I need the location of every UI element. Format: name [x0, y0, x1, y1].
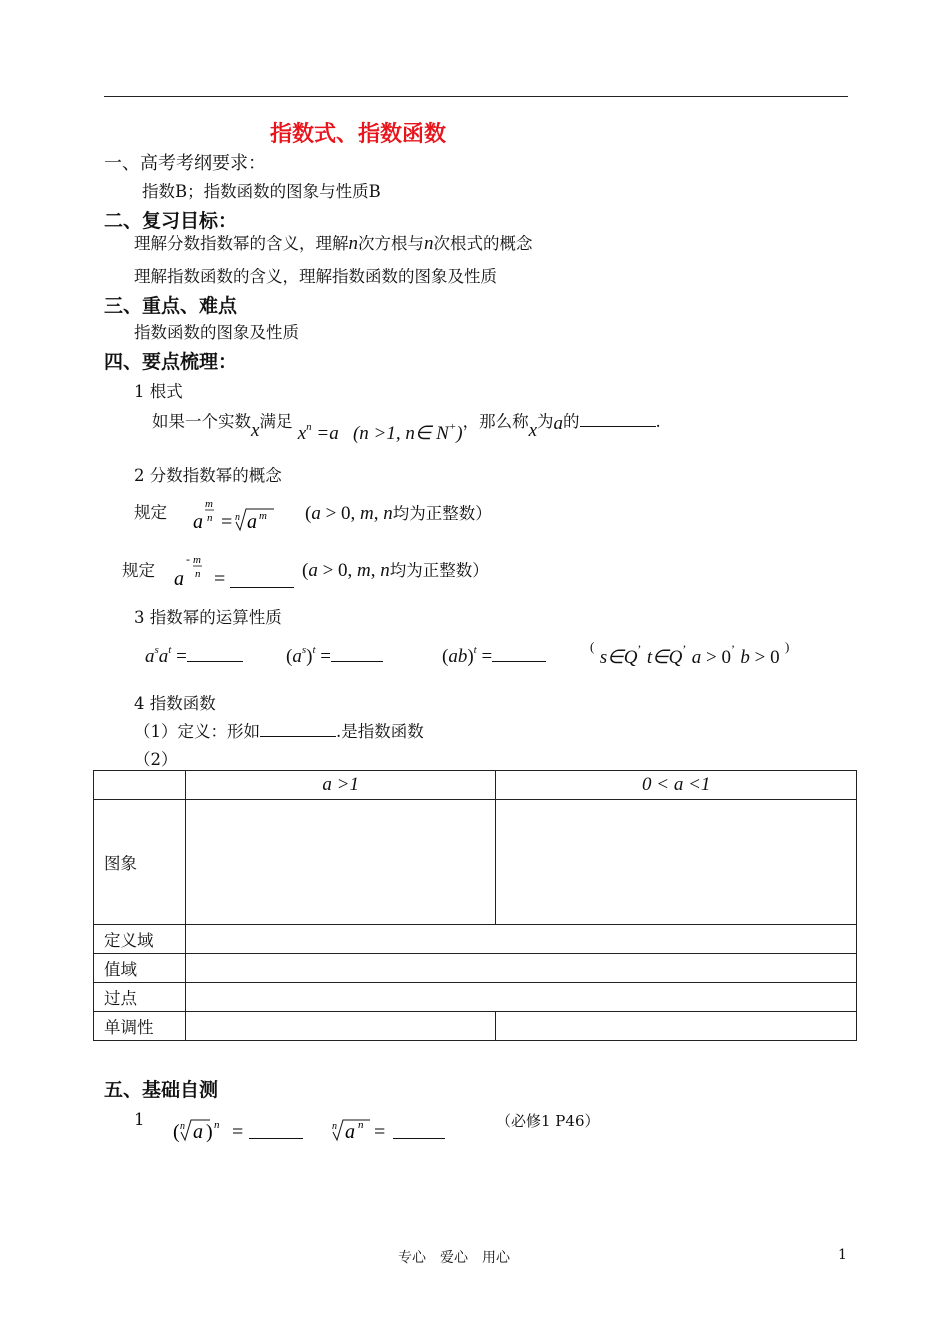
answer-cell[interactable] [185, 983, 856, 1012]
point-2-label: 2 分数指数幂的概念 [134, 466, 282, 485]
svg-text:n: n [214, 1119, 220, 1131]
table-header-row [94, 771, 857, 800]
svg-text:n: n [180, 1121, 185, 1132]
row-label: 定义域 [94, 925, 186, 954]
section-2-line-1: 理解分数指数幂的含义，理解n次方根与n次根式的概念 [134, 233, 533, 254]
rule-2-label: 规定 [122, 561, 155, 580]
section-2-line-2: 理解指数函数的含义，理解指数函数的图象及性质 [134, 267, 497, 286]
row-label: 图象 [94, 800, 186, 925]
formula-xn-eq-a: $x^n =a$ (n >1, n∈ N+) [297, 421, 463, 444]
answer-cell[interactable] [496, 1012, 857, 1041]
section-5-heading: 五、基础自测 [104, 1079, 219, 1101]
rule-power: $(a^s)^t$ = [286, 646, 383, 668]
blank [187, 661, 243, 662]
blank [230, 566, 294, 588]
svg-text:m: m [193, 554, 201, 566]
blank [331, 661, 383, 662]
blank [580, 426, 656, 427]
rule-product: $a^sa^t$ = [145, 646, 243, 668]
svg-text:m: m [205, 498, 213, 510]
var-n: n [348, 233, 358, 254]
formula-fractional-power [188, 492, 288, 536]
svg-text:): ) [206, 1121, 213, 1143]
condition-2: (a > 0, m, n均为正整数） [302, 560, 489, 581]
table-row [94, 1012, 857, 1041]
item-2-label: （2） [134, 750, 178, 769]
properties-table [93, 770, 857, 1041]
svg-text:a: a [193, 1121, 203, 1143]
blank [492, 661, 546, 662]
answer-cell[interactable] [185, 925, 856, 954]
svg-text:n: n [332, 1121, 337, 1132]
table-col-header: a >1 [185, 771, 496, 800]
page-number: 1 [838, 1247, 847, 1263]
section-3-heading: 三、重点、难点 [104, 295, 238, 317]
exercise-1-number: 1 [134, 1110, 145, 1129]
blank [260, 736, 336, 737]
formula-negative-fractional-power [168, 550, 228, 592]
formula-nth-root-power [170, 1112, 250, 1148]
point-4-label: 4 指数函数 [134, 694, 216, 713]
header-rule [104, 96, 848, 97]
section-4-heading: 四、要点梳理： [104, 351, 238, 373]
svg-text:a: a [345, 1121, 355, 1143]
svg-text:-: - [186, 552, 190, 566]
svg-text:a: a [247, 511, 257, 533]
svg-text:n: n [207, 512, 213, 524]
section-1-text: 指数B；指数函数的图象与性质B [142, 182, 381, 201]
answer-cell[interactable] [496, 800, 857, 925]
svg-text:(: ( [173, 1121, 180, 1143]
point-1-label: 1 根式 [134, 382, 183, 401]
definition-line: （1）定义：形如 .是指数函数 [134, 722, 424, 741]
table-row [94, 983, 857, 1012]
rule-product-power: (ab)$^t$ = [442, 646, 546, 668]
radical-definition: 如果一个实数x满足 $x^n =a$ (n >1, n∈ N+)，那么称x为a的 . [152, 412, 661, 444]
answer-cell[interactable] [185, 954, 856, 983]
svg-text:n: n [358, 1119, 364, 1131]
table-row [94, 954, 857, 983]
svg-text:n: n [235, 512, 240, 523]
table-corner-cell [94, 771, 186, 800]
table-col-header: 0 < a <1 [496, 771, 857, 800]
condition-1: (a > 0, m, n均为正整数） [305, 503, 492, 524]
formula-nth-root-of-power [328, 1112, 394, 1148]
svg-text:a: a [174, 568, 184, 590]
table-row [94, 800, 857, 925]
textbook-reference: （必修1 P46） [496, 1112, 600, 1130]
section-2-heading: 二、复习目标： [104, 210, 238, 232]
section-3-text: 指数函数的图象及性质 [134, 323, 299, 342]
section-1-heading: 一、高考考纲要求： [104, 153, 266, 174]
svg-text:=: = [214, 568, 226, 590]
table-row [94, 925, 857, 954]
row-label: 值域 [94, 954, 186, 983]
svg-text:a: a [193, 511, 203, 533]
answer-cell[interactable] [185, 800, 496, 925]
rule-conditions: ( s∈Q’ t∈Q’ a > 0’ b > 0 ) [590, 639, 790, 668]
footer-motto: 专心 爱心 用心 [398, 1250, 510, 1266]
var-n: n [424, 233, 434, 254]
svg-text:=: = [221, 511, 233, 533]
svg-text:m: m [259, 510, 267, 522]
blank [249, 1117, 303, 1139]
point-3-label: 3 指数幂的运算性质 [134, 608, 282, 627]
answer-cell[interactable] [185, 1012, 496, 1041]
blank [393, 1117, 445, 1139]
rule-1-label: 规定 [134, 503, 167, 522]
svg-text:=: = [232, 1121, 244, 1143]
row-label: 过点 [94, 983, 186, 1012]
row-label: 单调性 [94, 1012, 186, 1041]
svg-text:n: n [195, 568, 201, 580]
svg-text:=: = [374, 1121, 386, 1143]
page-title: 指数式、指数函数 [270, 122, 447, 147]
